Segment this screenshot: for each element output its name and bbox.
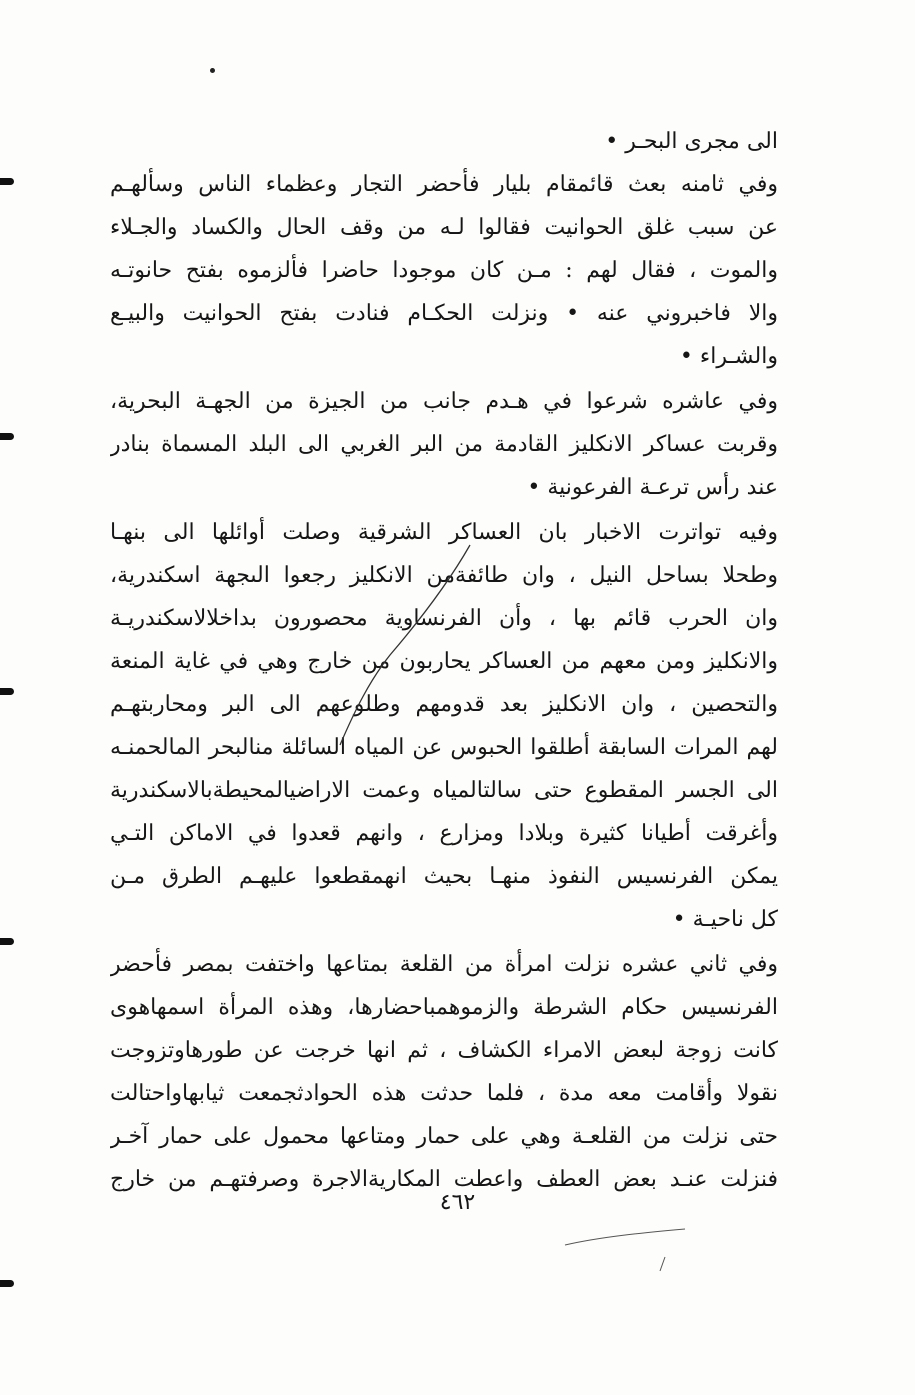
text-line: حتى نزلت من القلعـة وهي على حمار ومتاعها محمول على حمار آخـر <box>110 1124 778 1149</box>
text-line: والموت ، فقال لهم : مـن كان موجودا حاضرا فألزموه بفتح حانوتـه <box>110 258 778 283</box>
text-line: الى الجسر المقطوع حتى سالتالمياه وعمت الاراضيالمحيطةبالاسكندرية <box>110 778 778 803</box>
text-line: وان الحرب قائم بها ، وأن الفرنساوية محصورون بداخلالاسكندريـة <box>110 606 778 631</box>
margin-mark <box>0 688 14 695</box>
text-line: كانت زوجة لبعض الامراء الكشاف ، ثم انها خرجت عن طورهاوتزوجت <box>110 1038 778 1063</box>
text-line: وفيه تواترت الاخبار بان العساكر الشرقية وصلت أوائلها الى بنهـا <box>110 520 778 545</box>
text-line: وطحلا بساحل النيل ، وان طائفةمن الانكليز رجعوا الىجهة اسكندرية، <box>110 563 778 588</box>
page-number: ٤٦٢ <box>439 1190 476 1215</box>
text-line: عند رأس ترعـة الفرعونية • <box>527 475 778 500</box>
margin-mark <box>0 178 14 185</box>
body-text <box>110 120 778 1201</box>
text-line: لهم المرات السابقة أطلقوا الحبوس عن المياه السائلة منالبحر المالحمنـه <box>110 735 778 760</box>
text-line: فنزلت عنـد بعض العطف واعطت المكاريةالاجرة وصرفتهـم من خارج <box>110 1167 778 1192</box>
text-line: والا فاخبروني عنه • ونزلت الحكـام فنادت بفتح الحوانيت والبيـع <box>110 301 778 326</box>
margin-mark <box>0 1280 14 1287</box>
text-line: والتحصين ، وان الانكليز بعد قدومهم وطلوعهم الى البر ومحاربتهـم <box>110 692 778 717</box>
text-line: والشـراء • <box>679 344 778 369</box>
text-line: الى مجرى البحـر • <box>605 129 778 154</box>
text-line: نقولا وأقامت معه مدة ، فلما حدثت هذه الحوادثجمعت ثيابهاواحتالت <box>110 1081 778 1106</box>
text-line: عن سبب غلق الحوانيت فقالوا لـه من وقف الحال والكساد والجـلاء <box>110 215 778 240</box>
margin-mark <box>0 938 14 945</box>
text-line: وفي ثاني عشره نزلت امرأة من القلعة بمتاعها واختفت بمصر فأحضر <box>110 952 778 977</box>
text-line: كل ناحيـة • <box>672 907 778 932</box>
text-line: وقربت عساكر الانكليز القادمة من البر الغربي الى البلد المسماة بنادر <box>110 432 778 457</box>
text-line: وفي عاشره شرعوا في هـدم جانب من الجيزة من الجهـة البحرية، <box>110 389 778 414</box>
text-line: الفرنسيس حكام الشرطة والزموهمباحضارها، وهذه المرأة اسمهاهوى <box>110 995 778 1020</box>
text-line: وأغرقت أطيانا كثيرة وبلادا ومزارع ، وانهم قعدوا في الاماكن التـي <box>110 821 778 846</box>
margin-mark <box>0 433 14 440</box>
text-line: والانكليز ومن معهم من العساكر يحاربون من خارج وهي في غاية المنعة <box>110 649 778 674</box>
text-line: وفي ثامنه بعث قائمقام بليار فأحضر التجار وعظماء الناس وسألهـم <box>110 172 778 197</box>
ink-dot <box>210 68 215 73</box>
pencil-scribble-mark <box>560 1215 690 1275</box>
text-line: يمكن الفرنسيس النفوذ منهـا بحيث انهمقطعوا عليهـم الطرق مـن <box>110 864 778 889</box>
